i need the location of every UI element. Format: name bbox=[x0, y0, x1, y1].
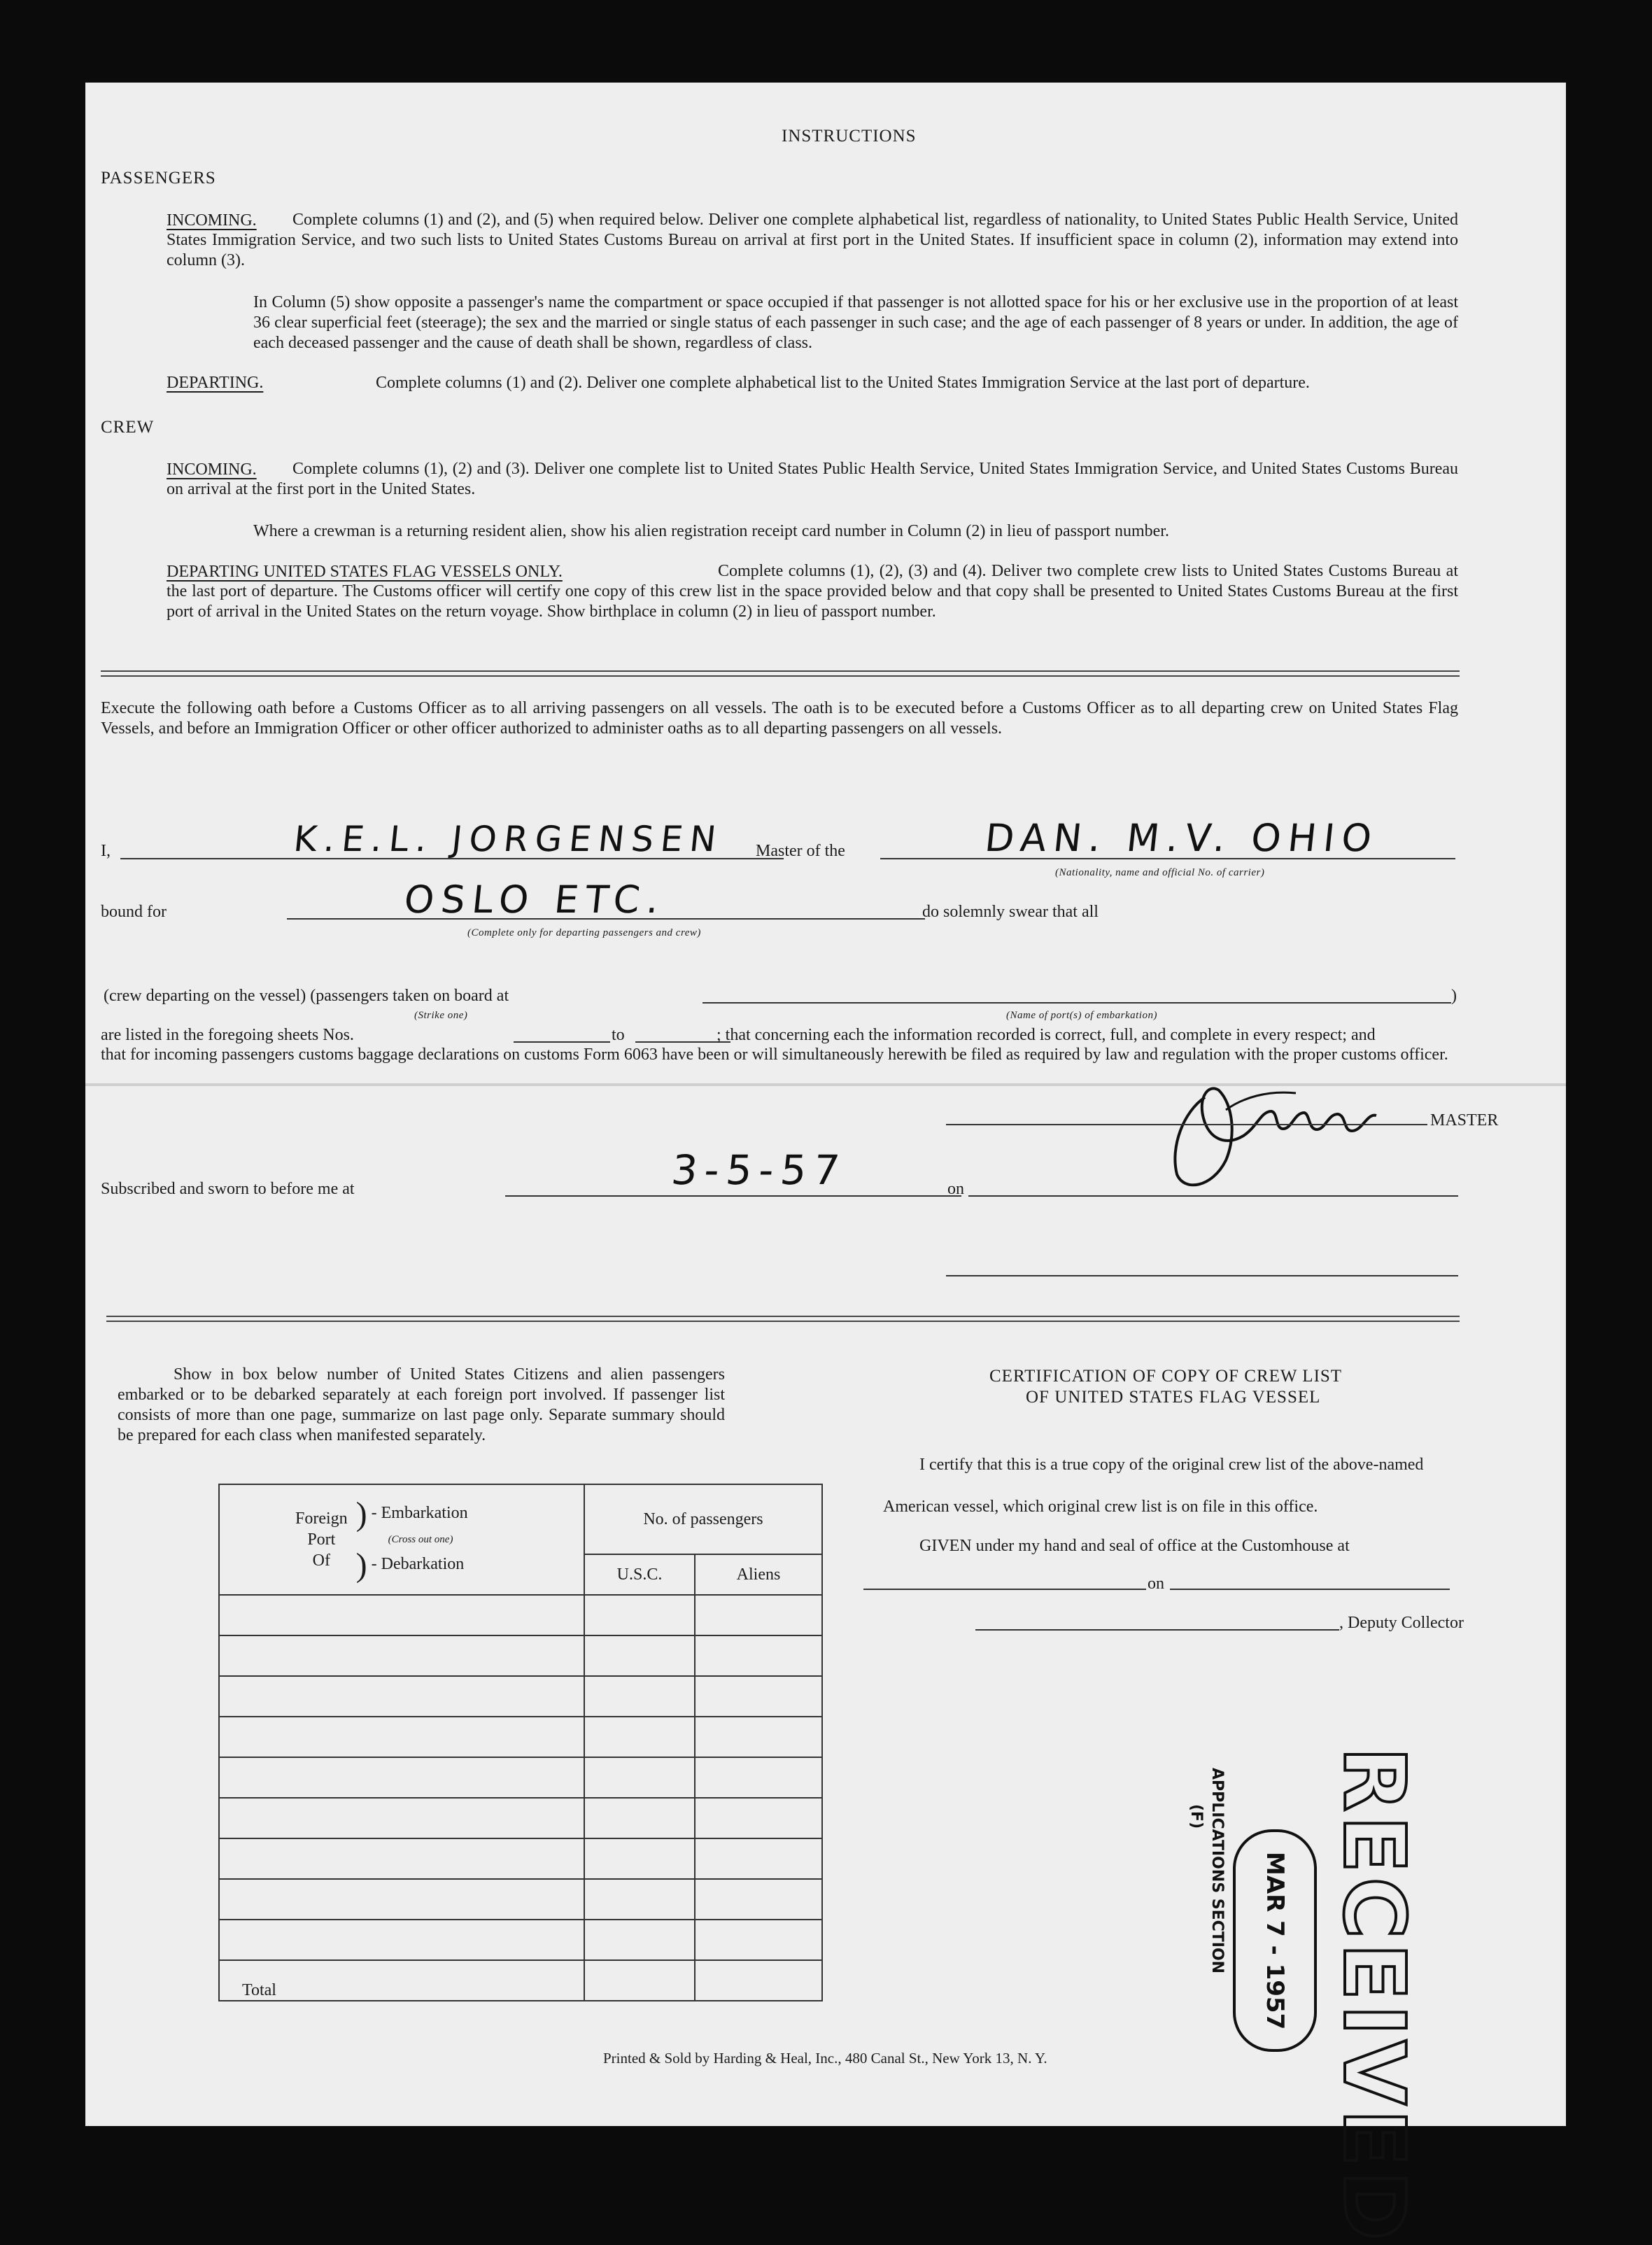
passengers-heading: PASSENGERS bbox=[101, 169, 216, 188]
baggage-text: that for incoming passengers customs baggage declarations on customs Form 6063 have been or will simultaneously herewith be filed as required by law and regulation with the proper customs officer. bbox=[101, 1046, 1448, 1064]
passenger-summary-table bbox=[218, 1484, 823, 2001]
table-row bbox=[219, 1717, 822, 1757]
date-written: 3-5-57 bbox=[669, 1146, 849, 1194]
oath-intro: Execute the following oath before a Customs Officer as to all arriving passengers on all vessels. The oath is to be executed before a Customs Officer as to all departing crew on United States Flag Vessels, and before an Immigration Officer or other officer authorized to administer oaths as to all departing passengers on all vessels. bbox=[101, 699, 1458, 738]
crew-incoming-label: INCOMING. bbox=[167, 460, 257, 479]
table-row bbox=[219, 1635, 822, 1676]
deputy-signature-line bbox=[975, 1629, 1339, 1631]
swear-text: do solemnly swear that all bbox=[922, 903, 1099, 921]
sheets-from-line bbox=[514, 1041, 610, 1043]
table-row bbox=[219, 1838, 822, 1879]
on-label: on bbox=[947, 1180, 964, 1198]
vessel-name: DAN. M.V. OHIO bbox=[982, 816, 1381, 860]
certification-text-1: I certify that this is a true copy of the original crew list of the above-named bbox=[919, 1456, 1424, 1474]
crew-resident-text: Where a crewman is a returning resident alien, show his alien registration receipt card number in Column (2) in lieu of passport number. bbox=[253, 522, 1169, 540]
table-row bbox=[219, 1676, 822, 1717]
passengers-incoming-text: Complete columns (1) and (2), and (5) when required below. Deliver one complete alphabetical list, regardless of nationality, to United States Public Health Service, United States Immigration Service, and two such lists to United States Customs Bureau on arrival at first port in the United States. If insufficient space in column (2), information may extend into column (3). bbox=[167, 211, 1458, 269]
aliens-header: Aliens bbox=[695, 1554, 822, 1595]
master-label: MASTER bbox=[1430, 1111, 1499, 1129]
of-label: Of bbox=[312, 1551, 330, 1570]
stamp-section-code: (F) bbox=[1187, 1804, 1205, 1829]
table-row bbox=[219, 1920, 822, 1960]
sheets-text-2: ; that concerning each the information recorded is correct, full, and complete in every respect; and bbox=[716, 1026, 1376, 1044]
i-label: I, bbox=[101, 842, 111, 860]
stamp-section: APPLICATIONS SECTION bbox=[1208, 1768, 1226, 1974]
master-signature bbox=[1121, 1069, 1429, 1202]
certification-title-2: OF UNITED STATES FLAG VESSEL bbox=[1026, 1388, 1321, 1407]
stamp-date: MAR 7 - 1957 bbox=[1261, 1852, 1289, 2030]
usc-header: U.S.C. bbox=[584, 1554, 695, 1595]
summary-instructions: Show in box below number of United States Citizens and alien passengers embarked or to be debarked separately at each foreign port involved. If passenger list consists of more than one page, summarize on last page only. Separate summary should be prepared for each class when manifested separately. bbox=[118, 1365, 725, 1444]
certification-text-3: GIVEN under my hand and seal of office at the Customhouse at bbox=[919, 1537, 1350, 1555]
master-name: K.E.L. JORGENSEN bbox=[291, 819, 726, 859]
no-passengers-header: No. of passengers bbox=[584, 1484, 822, 1554]
sheets-to: to bbox=[612, 1026, 625, 1044]
crew-passengers-text: (crew departing on the vessel) (passengers taken on board at bbox=[104, 987, 509, 1005]
destination: OSLO ETC. bbox=[402, 878, 668, 922]
embarkation-label: - Embarkation bbox=[371, 1503, 468, 1522]
crew-departing-text: Complete columns (1), (2), (3) and (4). Deliver two complete crew lists to United States Customs Bureau at the last port of departure. The Customs officer will certify one copy of this crew list in the space provided below and that copy shall be presented to United States Customs Bureau at the first port of arrival in the United States on the return voyage. Show birthplace in column (2) in lieu of passport number. bbox=[167, 562, 1458, 621]
column5-text: In Column (5) show opposite a passenger's name the compartment or space occupied if that passenger is not allotted space for his or her exclusive use in the proportion of at least 36 clear superficial feet (steerage); the sex and the married or single status of each passenger in such case; and the age of each passenger of 8 years or under. In addition, the age of each deceased passenger and the cause of death shall be shown, regardless of class. bbox=[253, 293, 1458, 352]
crew-incoming-text: Complete columns (1), (2) and (3). Deliver one complete list to United States Public Health Service, United States Immigration Service, and United States Customs Bureau on arrival at the first port in the United States. bbox=[167, 460, 1458, 498]
bound-caption: (Complete only for departing passengers and crew) bbox=[467, 927, 701, 938]
certification-text-2: American vessel, which original crew list is on file in this office. bbox=[883, 1498, 1318, 1516]
divider-1 bbox=[101, 670, 1460, 677]
subscribed-label: Subscribed and sworn to before me at bbox=[101, 1180, 355, 1198]
foreign-label: Foreign bbox=[295, 1509, 348, 1528]
ports-caption: (Name of port(s) of embarkation) bbox=[1006, 1010, 1157, 1021]
master-signature-line bbox=[946, 1124, 1427, 1125]
table-row bbox=[219, 1757, 822, 1798]
customhouse-line bbox=[863, 1589, 1146, 1590]
close-paren: ) bbox=[1451, 987, 1457, 1005]
divider-2 bbox=[106, 1316, 1460, 1322]
sheets-text-1: are listed in the foregoing sheets Nos. bbox=[101, 1026, 354, 1044]
received-stamp: RECEIVED bbox=[1325, 1747, 1422, 2245]
passengers-departing-text: Complete columns (1) and (2). Deliver one complete alphabetical list to the United States Immigration Service at the last port of departure. bbox=[376, 374, 1310, 392]
table-row bbox=[219, 1595, 822, 1635]
passengers-incoming-label: INCOMING. bbox=[167, 211, 257, 230]
page-title: INSTRUCTIONS bbox=[782, 127, 917, 146]
officer-signature-line bbox=[946, 1275, 1458, 1276]
cross-out-label: (Cross out one) bbox=[388, 1534, 453, 1545]
form-sheet bbox=[85, 83, 1566, 2245]
ports-line bbox=[703, 1002, 1451, 1004]
deputy-label: , Deputy Collector bbox=[1339, 1614, 1464, 1632]
certification-date-line bbox=[1170, 1589, 1450, 1590]
debarkation-label: - Debarkation bbox=[371, 1555, 465, 1574]
master-of-label: Master of the bbox=[756, 842, 845, 860]
port-label: Port bbox=[307, 1530, 336, 1549]
total-label: Total bbox=[219, 1960, 584, 2001]
crew-heading: CREW bbox=[101, 418, 155, 437]
sworn-date-line bbox=[968, 1195, 1458, 1197]
total-row bbox=[219, 1960, 822, 2001]
bound-for-label: bound for bbox=[101, 903, 167, 921]
sworn-place-line bbox=[505, 1195, 961, 1197]
passengers-departing-label: DEPARTING. bbox=[167, 374, 264, 392]
certification-on-label: on bbox=[1148, 1575, 1164, 1593]
certification-title-1: CERTIFICATION OF COPY OF CREW LIST bbox=[989, 1367, 1343, 1386]
printer-footer: Printed & Sold by Harding & Heal, Inc., 480 Canal St., New York 13, N. Y. bbox=[603, 2050, 1047, 2067]
table-row bbox=[219, 1879, 822, 1920]
vessel-caption: (Nationality, name and official No. of carrier) bbox=[1055, 867, 1265, 878]
strike-caption: (Strike one) bbox=[414, 1010, 468, 1021]
port-column-header: Foreign Port Of ) - Embarkation (Cross out one) ) - Debarkation bbox=[219, 1484, 584, 1595]
table-row bbox=[219, 1798, 822, 1838]
crew-departing-label: DEPARTING UNITED STATES FLAG VESSELS ONLY. bbox=[167, 563, 563, 581]
